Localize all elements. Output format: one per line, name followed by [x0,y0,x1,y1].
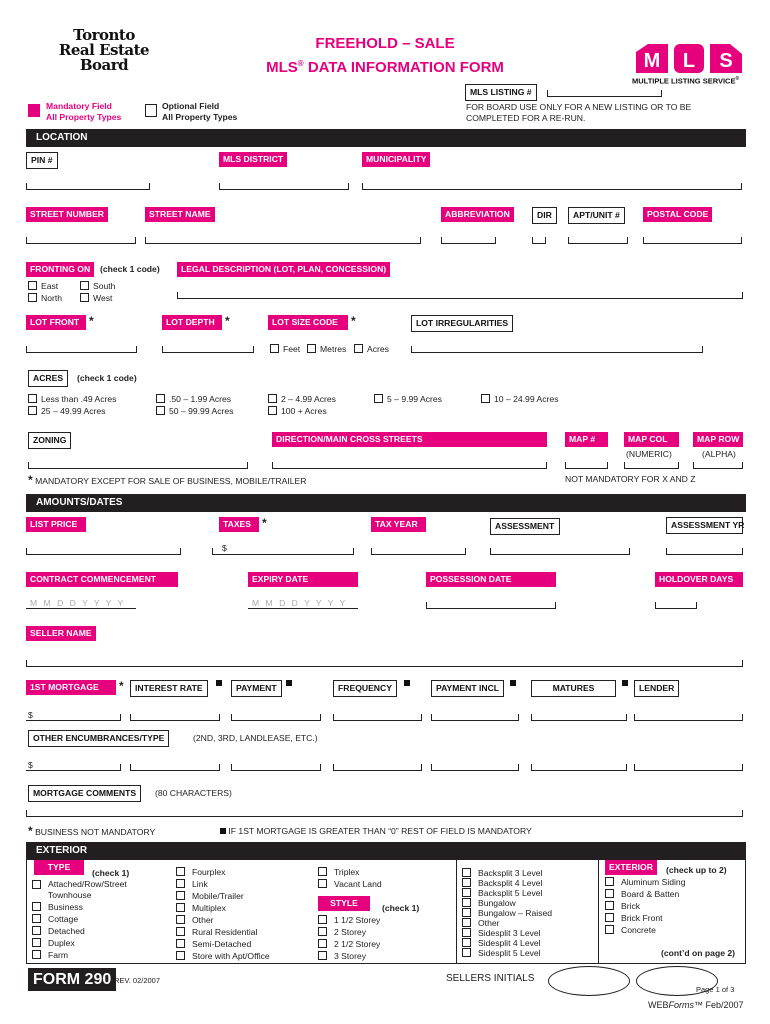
checkbox[interactable] [270,344,279,353]
lot-size-code-label: LOT SIZE CODE [268,315,348,330]
assessment-label: ASSESSMENT [490,518,560,535]
type-option[interactable]: Vacant Land [318,879,382,890]
type-option[interactable]: Farm [32,950,68,961]
checkbox[interactable] [32,938,41,947]
legal-description-label: LEGAL DESCRIPTION (LOT, PLAN, CONCESSION) [177,262,390,277]
page-number: Page 1 of 3 [696,985,735,994]
lender-field[interactable] [634,714,743,721]
mls-logo-l: L [682,50,696,72]
legal-description-field[interactable] [177,292,743,299]
checkbox[interactable] [80,281,89,290]
type-option[interactable]: Rural Residential [176,927,257,938]
list-price-label: LIST PRICE [26,517,86,532]
rule-square [220,828,226,834]
fronting-north[interactable]: North [28,293,62,304]
mls-listing-field[interactable] [547,90,662,97]
style-option[interactable]: Bungalow [462,898,516,909]
frequency-field[interactable] [333,714,422,721]
mandatory-except-note: * MANDATORY EXCEPT FOR SALE OF BUSINESS, MOBILE/TRAILER [28,473,307,487]
checkbox[interactable] [176,867,185,876]
checkbox[interactable] [462,878,471,887]
matures-field[interactable] [531,714,627,721]
style-option[interactable]: 2 1/2 Storey [318,939,380,950]
style-option[interactable]: Other [462,918,500,929]
type-label: TYPE [34,860,84,875]
contract-date-field[interactable]: M M D D Y Y Y Y [30,598,126,608]
fronting-on-label: FRONTING ON [26,262,94,277]
first-mortgage-label: 1ST MORTGAGE [26,680,116,695]
assessment-yr-field[interactable] [666,548,743,555]
not-mandatory-xz-note: NOT MANDATORY FOR X AND Z [565,474,696,484]
other-enc-field-5[interactable] [431,764,519,771]
checkbox[interactable] [462,938,471,947]
checkbox[interactable] [28,394,37,403]
fronting-south[interactable]: South [80,281,115,292]
map-col-label: MAP COL [624,432,679,447]
other-enc-dollar: $ [28,760,33,770]
checkbox[interactable] [605,877,614,886]
payment-incl-field[interactable] [431,714,519,721]
mortgage-comments-field[interactable] [26,810,743,817]
lot-front-label: LOT FRONT [26,315,86,330]
type-option[interactable]: Mobile/Trailer [176,891,244,902]
checkbox[interactable] [80,293,89,302]
exterior-option[interactable]: Board & Batten [605,889,679,900]
amounts-heading: AMOUNTS/DATES [26,494,746,512]
mortgage-comments-label: MORTGAGE COMMENTS [28,785,141,802]
type-option[interactable]: Attached/Row/Street Townhouse [32,879,152,902]
exterior-divider-1 [456,858,457,964]
taxes-star: * [262,516,267,530]
contract-date-line [26,602,136,609]
taxes-field[interactable] [212,548,354,555]
possession-date-label: POSSESSION DATE [426,572,556,587]
abbreviation-label: ABBREVIATION [441,207,514,222]
type-option[interactable]: Semi-Detached [176,939,251,950]
webforms-logo: WEBForms™ Feb/2007 [648,1000,744,1010]
business-not-mandatory-note: * BUSINESS NOT MANDATORY [28,824,156,838]
type-option[interactable]: Cottage [32,914,78,925]
checkbox[interactable] [176,915,185,924]
form-title [230,34,540,78]
direction-cross-label: DIRECTION/MAIN CROSS STREETS [272,432,547,447]
revision-note: REV. 02/2007 [114,976,161,985]
mls-logo-graphic [632,40,750,74]
lot-irregularities-label: LOT IRREGULARITIES [411,315,513,332]
style-option[interactable]: Backsplit 3 Level [462,868,543,879]
exterior-option[interactable]: Brick Front [605,913,663,924]
acres-option[interactable]: 10 – 24.99 Acres [481,394,559,405]
mortgage-dollar: $ [28,710,33,720]
payment-incl-square [510,680,516,686]
other-encumbrances-note: (2ND, 3RD, LANDLEASE, ETC.) [193,733,318,743]
apt-unit-label: APT/UNIT # [568,207,625,224]
contd-note: (cont’d on page 2) [661,948,735,958]
checkbox[interactable] [481,394,490,403]
payment-field[interactable] [231,714,321,721]
checkbox[interactable] [176,951,185,960]
acres-option[interactable]: 50 – 99.99 Acres [156,406,234,417]
type-option[interactable]: Business [32,902,83,913]
checkbox[interactable] [605,925,614,934]
zoning-label: ZONING [28,432,71,449]
abbreviation-field[interactable] [441,237,496,244]
map-row-field[interactable] [693,462,743,469]
first-mortgage-rule-note: IF 1ST MORTGAGE IS GREATER THAN “0” REST OF FIELD IS MANDATORY [220,826,532,837]
assessment-field[interactable] [490,548,630,555]
checkbox[interactable] [318,915,327,924]
lender-label: LENDER [634,680,679,697]
style-option[interactable]: Sidesplit 4 Level [462,938,541,949]
matures-label: MATURES [531,680,616,697]
trb-logo-line2: Real Estate [58,41,150,59]
checkbox[interactable] [32,914,41,923]
style-option[interactable]: 3 Storey [318,951,366,962]
lot-size-code-star: * [351,314,356,328]
type-option[interactable]: Store with Apt/Office [176,951,270,962]
payment-label: PAYMENT [231,680,282,697]
style-option[interactable]: Sidesplit 5 Level [462,948,541,959]
checkbox[interactable] [462,888,471,897]
mls-district-label: MLS DISTRICT [219,152,287,167]
numeric-note: (NUMERIC) [626,449,672,459]
optional-swatch [145,104,157,117]
postal-code-label: POSTAL CODE [643,207,712,222]
checkbox[interactable] [318,879,327,888]
type-check-note: (check 1) [92,868,130,878]
type-option[interactable]: Link [176,879,208,890]
trb-logo-line3: Board [79,56,129,74]
style-option[interactable]: 1 1/2 Storey [318,915,380,926]
municipality-field[interactable] [362,183,742,190]
matures-square [622,680,628,686]
alpha-note: (ALPHA) [702,449,736,459]
pin-field[interactable] [26,183,150,190]
checkbox[interactable] [268,406,277,415]
interest-rate-square [216,680,222,686]
form-title-line2: MLS® DATA INFORMATION FORM [266,59,504,76]
frequency-label: FREQUENCY [333,680,397,697]
map-row-label: MAP ROW [693,432,743,447]
exterior-option[interactable]: Brick [605,901,640,912]
board-use-note: FOR BOARD USE ONLY FOR A NEW LISTING OR TO BE COMPLETED FOR A RE-RUN. [466,102,692,123]
acres-option[interactable]: .50 – 1.99 Acres [156,394,231,405]
fronting-west[interactable]: West [80,293,112,304]
exterior-check-note: (check up to 2) [666,865,727,875]
acres-check-note: (check 1 code) [77,373,137,383]
street-number-label: STREET NUMBER [26,207,108,222]
first-mortgage-star: * [119,679,124,693]
checkbox[interactable] [176,891,185,900]
checkbox[interactable] [28,406,37,415]
exterior-option[interactable]: Aluminum Siding [605,877,685,888]
checkbox[interactable] [156,406,165,415]
other-enc-field-2[interactable] [130,764,220,771]
postal-code-field[interactable] [643,237,742,244]
tax-year-label: TAX YEAR [371,517,426,532]
frequency-square [404,680,410,686]
lot-depth-label: LOT DEPTH [162,315,222,330]
checkbox[interactable] [32,926,41,935]
map-col-field[interactable] [624,462,679,469]
lot-front-field[interactable] [26,346,137,353]
mls-logo-s: S [719,50,733,72]
mandatory-legend: Mandatory Field All Property Types [46,101,122,122]
taxes-label: TAXES [219,517,259,532]
other-enc-field-3[interactable] [231,764,321,771]
fronting-east[interactable]: East [28,281,58,292]
type-option[interactable]: Multiplex [176,903,226,914]
checkbox[interactable] [156,394,165,403]
possession-date-field[interactable] [426,602,556,609]
style-label: STYLE [318,896,370,911]
expiry-date-label: EXPIRY DATE [248,572,358,587]
checkbox[interactable] [605,889,614,898]
checkbox[interactable] [354,344,363,353]
mandatory-swatch [28,104,40,117]
checkbox[interactable] [176,903,185,912]
checkbox[interactable] [32,950,41,959]
zoning-field[interactable] [28,462,248,469]
mls-district-field[interactable] [219,183,349,190]
checkbox[interactable] [176,939,185,948]
checkbox[interactable] [462,918,471,927]
acres-option[interactable]: 25 – 49.99 Acres [28,406,106,417]
trb-logo [44,28,164,73]
sellers-initials-oval-1[interactable] [548,966,630,996]
type-option[interactable]: Duplex [32,938,75,949]
first-mortgage-field[interactable] [26,714,121,721]
lot-irregularities-field[interactable] [411,346,703,353]
map-num-label: MAP # [565,432,608,447]
street-name-label: STREET NAME [145,207,215,222]
checkbox[interactable] [318,951,327,960]
mls-logo-m: M [643,50,661,72]
contract-commencement-label: CONTRACT COMMENCEMENT [26,572,178,587]
exterior-type-label: EXTERIOR [605,860,657,875]
type-option[interactable]: Triplex [318,867,359,878]
type-option[interactable]: Fourplex [176,867,225,878]
checkbox[interactable] [307,344,316,353]
form-title-line1: FREEHOLD – SALE [315,35,455,52]
type-option[interactable]: Other [176,915,214,926]
style-option[interactable]: Bungalow – Raised [462,908,552,919]
apt-unit-field[interactable] [568,237,628,244]
location-heading: LOCATION [26,129,746,147]
pin-label: PIN # [26,152,58,169]
lot-size-feet[interactable]: Feet [270,344,300,355]
lot-size-metres[interactable]: Metres [307,344,346,355]
optional-legend: Optional Field All Property Types [162,101,238,122]
checkbox[interactable] [318,939,327,948]
tax-year-field[interactable] [371,548,466,555]
acres-option[interactable]: 2 – 4.99 Acres [268,394,336,405]
acres-option[interactable]: Less than .49 Acres [28,394,116,405]
mls-listing-label: MLS LISTING # [465,84,537,101]
trb-logo-line1: Toronto [73,26,135,44]
checkbox[interactable] [462,948,471,957]
acres-option[interactable]: 100 + Acres [268,406,327,417]
seller-name-field[interactable] [26,660,743,667]
exterior-divider-2 [598,858,599,964]
mortgage-comments-note: (80 CHARACTERS) [155,788,232,798]
holdover-days-label: HOLDOVER DAYS [655,572,743,587]
checkbox[interactable] [28,293,37,302]
checkbox[interactable] [374,394,383,403]
map-num-field[interactable] [565,462,608,469]
acres-option[interactable]: 5 – 9.99 Acres [374,394,442,405]
acres-label: ACRES [28,370,68,387]
lot-front-star: * [89,314,94,328]
expiry-date-line [248,602,358,609]
direction-cross-field[interactable] [272,462,547,469]
checkbox[interactable] [605,901,614,910]
style-option[interactable]: Backsplit 5 Level [462,888,543,899]
checkbox[interactable] [318,927,327,936]
assessment-yr-label: ASSESSMENT YR [666,517,743,534]
dir-label: DIR [532,207,557,224]
checkbox[interactable] [318,867,327,876]
form-number: FORM 290 [28,968,116,991]
other-enc-field-1[interactable] [26,764,121,771]
other-enc-field-4[interactable] [333,764,422,771]
mls-logo [632,40,750,84]
exterior-option[interactable]: Concrete [605,925,656,936]
other-enc-field-6[interactable] [531,764,627,771]
street-number-field[interactable] [26,237,136,244]
checkbox[interactable] [462,908,471,917]
expiry-date-field[interactable]: M M D D Y Y Y Y [252,598,348,608]
sellers-initials-label: SELLERS INITIALS [446,973,535,984]
street-name-field[interactable] [145,237,421,244]
checkbox[interactable] [462,868,471,877]
payment-incl-label: PAYMENT INCL [431,680,504,697]
style-option[interactable]: Backsplit 4 Level [462,878,543,889]
type-option[interactable]: Detached [32,926,85,937]
style-option[interactable]: 2 Storey [318,927,366,938]
dir-field[interactable] [532,237,546,244]
holdover-days-field[interactable] [655,602,697,609]
seller-name-label: SELLER NAME [26,626,96,641]
exterior-heading: EXTERIOR [26,842,746,860]
payment-square [286,680,292,686]
checkbox[interactable] [176,879,185,888]
checkbox[interactable] [28,281,37,290]
list-price-field[interactable] [26,548,181,555]
checkbox[interactable] [176,927,185,936]
lot-depth-field[interactable] [162,346,254,353]
other-enc-field-7[interactable] [634,764,743,771]
checkbox[interactable] [268,394,277,403]
mls-service-text: MULTIPLE LISTING SERVICE® [632,76,740,86]
lot-depth-star: * [225,314,230,328]
fronting-check-note: (check 1 code) [100,264,160,274]
interest-rate-label: INTEREST RATE [130,680,208,697]
checkbox[interactable] [462,928,471,937]
interest-rate-field[interactable] [130,714,220,721]
lot-size-acres[interactable]: Acres [354,344,389,355]
checkbox[interactable] [605,913,614,922]
taxes-dollar: $ [222,543,227,553]
municipality-label: MUNICIPALITY [362,152,430,167]
checkbox[interactable] [32,902,41,911]
style-check-note: (check 1) [382,903,420,913]
other-encumbrances-label: OTHER ENCUMBRANCES/TYPE [28,730,169,747]
checkbox[interactable] [462,898,471,907]
checkbox[interactable] [32,880,41,889]
style-option[interactable]: Sidesplit 3 Level [462,928,541,939]
